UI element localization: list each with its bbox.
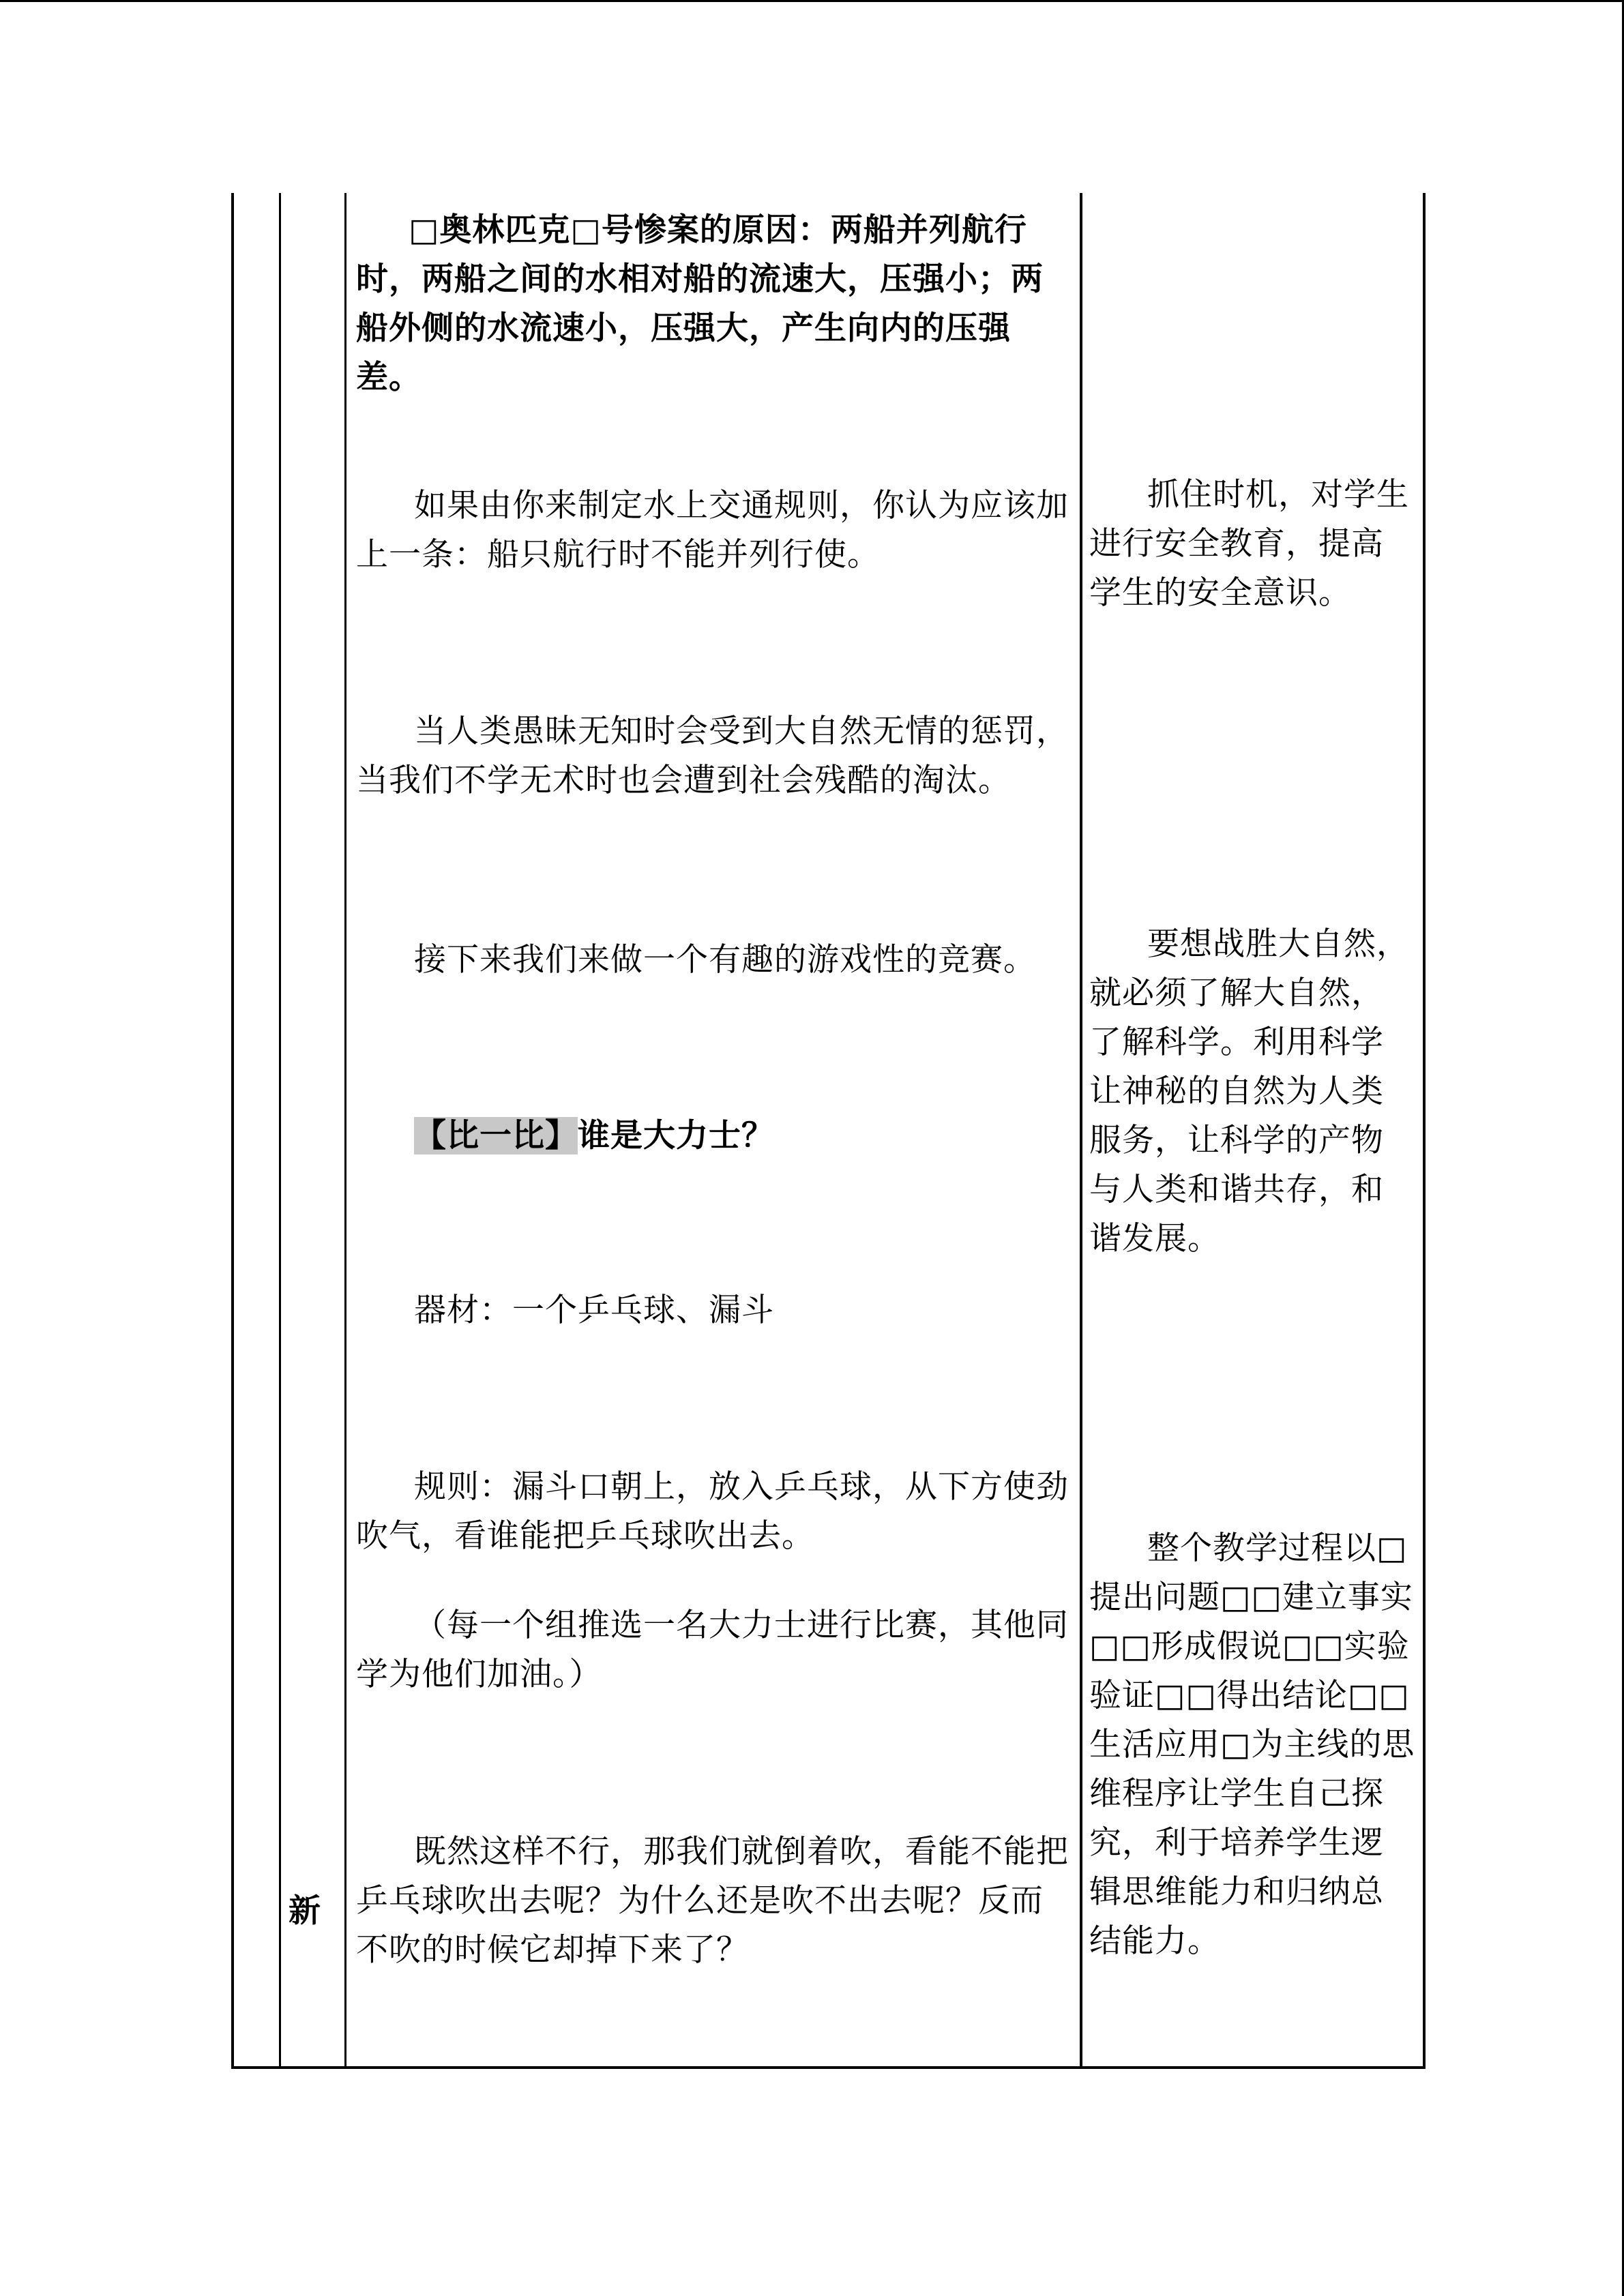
table-divider-3 (1080, 193, 1082, 2068)
table-border-right (1423, 193, 1426, 2068)
section-tag: 【比一比】 (414, 1117, 578, 1154)
content-paragraph-3: 当人类愚昧无知时会受到大自然无情的惩罚，当我们不学无术时也会遭到社会残酷的淘汰。 (356, 713, 1069, 799)
content-paragraph-5 (414, 1112, 1072, 1161)
table-divider-2 (344, 193, 346, 2068)
note-paragraph-2: 要想战胜大自然，就必须了解大自然，了解科学。利用科学让神秘的自然为人类服务，让科学的产物与人类和谐共存，和谐发展。 (1089, 925, 1409, 1257)
content-paragraph-2: 如果由你来制定水上交通规则，你认为应该加上一条：船只航行时不能并列行使。 (356, 487, 1069, 573)
content-paragraph-4: 接下来我们来做一个有趣的游戏性的竞赛。 (414, 941, 1036, 979)
content-paragraph-6: 器材：一个乒乓球、漏斗 (414, 1292, 774, 1329)
section-label-char: 新 (289, 1892, 321, 1930)
note-paragraph-3: 整个教学过程以□提出问题□□建立事实□□形成假说□□实验验证□□得出结论□□生活应用□为主线的思维程序让学生自己探究，利于培养学生逻辑思维能力和归纳总结能力。 (1089, 1530, 1415, 1960)
note-paragraph-1: 抓住时机，对学生进行安全教育，提高学生的安全意识。 (1089, 476, 1409, 612)
section-heading: 谁是大力士？ (578, 1117, 774, 1154)
content-paragraph-8: （每一个组推选一名大力士进行比赛，其他同学为他们加油。） (356, 1607, 1069, 1693)
content-paragraph-1: □奥林匹克□号惨案的原因：两船并列航行时，两船之间的水相对船的流速大，压强小；两船外侧的水流速小，压强大，产生向内的压强差。 (356, 211, 1044, 396)
table-border-bottom (231, 2066, 1426, 2069)
table-divider-1 (279, 193, 281, 2068)
content-paragraph-7: 规则：漏斗口朝上，放入乒乓球，从下方使劲吹气，看谁能把乒乓球吹出去。 (356, 1468, 1069, 1555)
page-top-border (0, 0, 1624, 2)
content-paragraph-9: 既然这样不行，那我们就倒着吹，看能不能把乒乓球吹出去呢？为什么还是吹不出去呢？反而不吹的时候它却掉下来了？ (356, 1833, 1069, 1969)
table-border-left (231, 193, 234, 2068)
